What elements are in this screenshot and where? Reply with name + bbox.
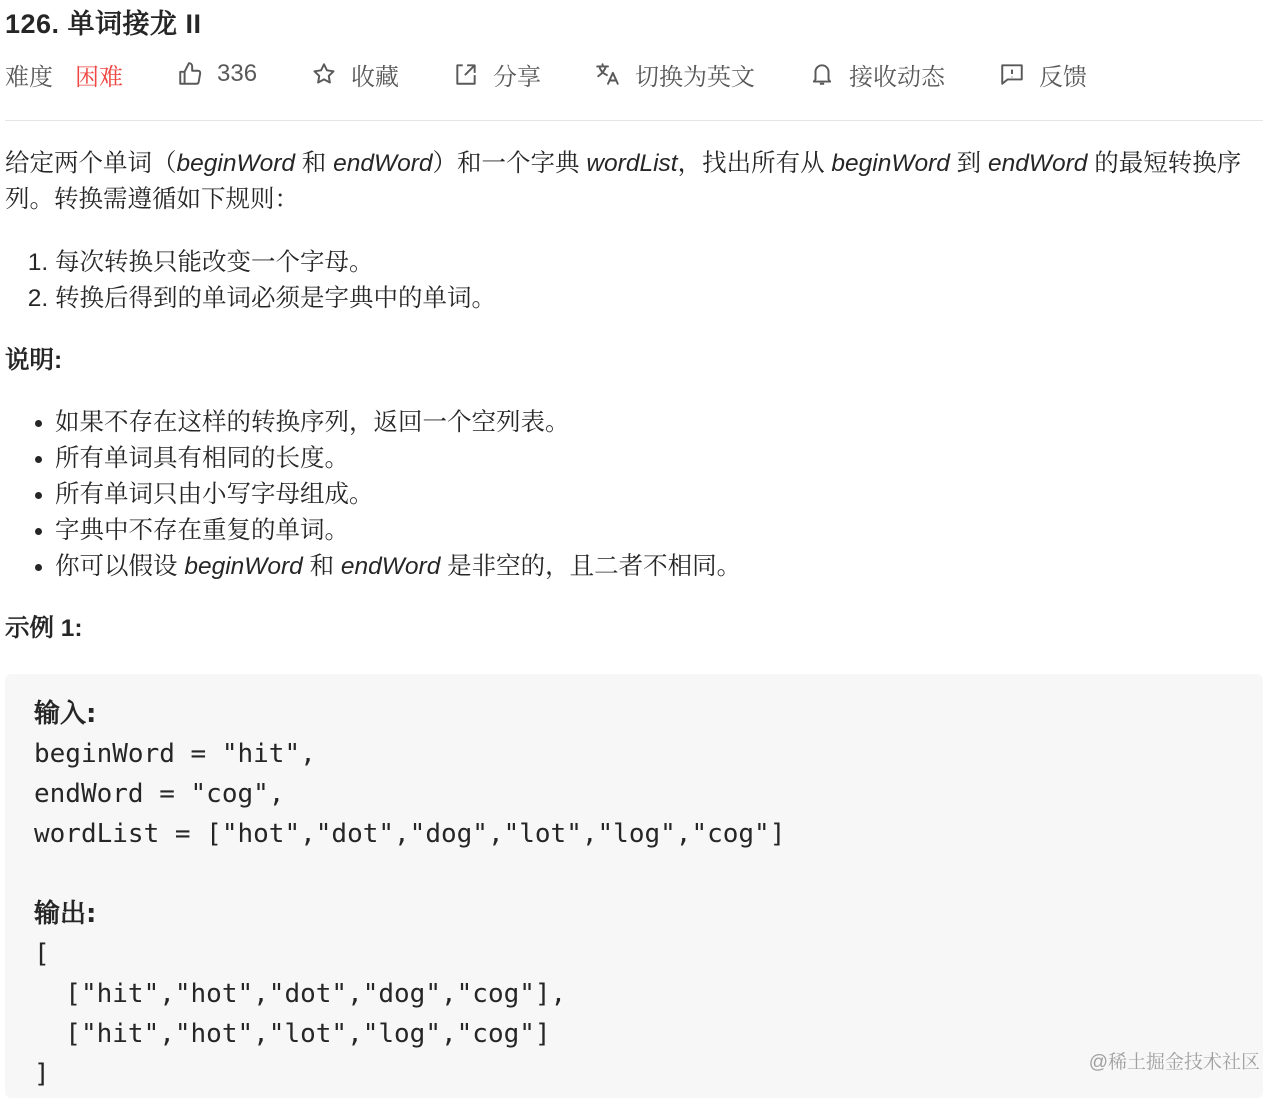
share-icon [453,61,479,87]
notes-title: 说明: [5,347,63,374]
feedback-label: 反馈 [1039,63,1088,91]
thumbs-up-icon [177,61,203,87]
note-text: 和 [302,553,341,580]
note-text: 是非空的，且二者不相同。 [440,553,742,580]
intro-text: ，找出所有从 [677,150,832,177]
problem-description [5,146,1263,669]
bell-icon [809,61,835,87]
rule-item: 1. 每次转换只能改变一个字母。 [55,245,1263,281]
favorite-label: 收藏 [351,63,400,91]
rule-item: 2. 转换后得到的单词必须是字典中的单词。 [55,281,1263,317]
note-item [55,549,1263,585]
note-term: beginWord [184,553,303,580]
star-icon [311,61,337,87]
favorite-button[interactable] [311,57,399,92]
difficulty [5,57,123,92]
intro-text: ）和一个字典 [432,150,587,177]
intro-term: beginWord [176,150,295,177]
code-line: beginWord = "hit", [34,739,316,769]
intro-term: endWord [988,150,1088,177]
divider [5,120,1263,121]
code-line: endWord = "cog", [34,779,285,809]
intro-text: 的最短转换序列。转换需遵循如下规则： [5,150,1242,213]
note-item: • 所有单词具有相同的长度。 [55,441,1263,477]
code-line: ["hit","hot","dot","dog","cog"], [34,979,567,1009]
code-line: ["hit","hot","lot","log","cog"] [34,1019,551,1049]
note-item: • 如果不存在这样的转换序列，返回一个空列表。 [55,405,1263,441]
intro-text: 给定两个单词（ [5,150,177,177]
feedback-icon [999,61,1025,87]
difficulty-label: 难度 [5,63,53,91]
like-count: 336 [217,60,258,87]
code-line: ] [34,1059,50,1089]
example-title: 示例 1: [5,615,83,642]
note-item: • 字典中不存在重复的单词。 [55,513,1263,549]
watermark: @稀土掘金技术社区 [1088,1052,1260,1073]
notes-list [5,405,1263,585]
input-label: 输入: [34,699,97,729]
rules-list [5,245,1263,317]
intro-text: 和 [294,150,334,177]
share-label: 分享 [493,63,542,91]
note-text: 你可以假设 [55,553,185,580]
code-line: [ [34,939,50,969]
intro-paragraph [5,146,1263,218]
translate-icon [595,61,621,87]
subscribe-label: 接收动态 [849,63,946,91]
problem-title: 126. 单词接龙 II [5,9,202,39]
intro-text: 到 [949,150,988,177]
note-term: endWord [340,553,441,580]
share-button[interactable] [453,57,541,92]
example-code-block [5,674,1263,1098]
intro-term: wordList [586,150,678,177]
code-line: wordList = ["hot","dot","dog","lot","log","cog"] [34,819,786,849]
note-item: • 所有单词只由小写字母组成。 [55,477,1263,513]
feedback-button[interactable] [999,57,1087,92]
subscribe-button[interactable] [809,57,945,92]
intro-term: beginWord [831,150,950,177]
intro-term: endWord [333,150,433,177]
problem-toolbar [5,58,1087,90]
output-label: 输出: [34,899,97,929]
switch-language-button[interactable] [595,57,755,92]
switch-language-label: 切换为英文 [635,63,756,91]
like-button[interactable] [177,60,257,88]
example-pre [34,694,785,1094]
difficulty-value: 困难 [75,63,123,91]
